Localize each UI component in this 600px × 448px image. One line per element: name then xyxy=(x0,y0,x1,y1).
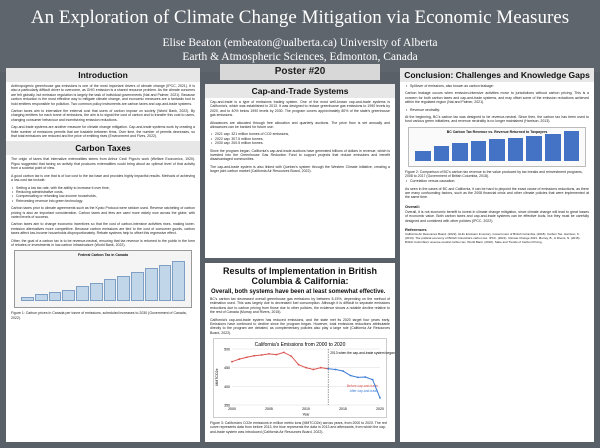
cap-trade-paragraph: Since the program began, California's cap-and-trade auctions have generated billions of dollars in revenue, which is invested into the Greenhouse Gas Reduction Fund to support projects that reduce emissions and benefit disadvantaged communities. xyxy=(210,148,390,162)
data-point xyxy=(350,375,352,377)
figure-bar xyxy=(117,276,130,302)
results-key-point: Overall, both systems have been at least somewhat effective. xyxy=(211,289,386,295)
series-line xyxy=(232,353,328,370)
data-point xyxy=(327,368,329,370)
emissions-chart xyxy=(213,338,395,418)
cap-list xyxy=(205,132,395,145)
data-point xyxy=(342,370,344,372)
cap-trade-paragraph: Cap-and-trade is a type of emissions trading system. One of the most well-known cap-and-trade systems is California's, which was established in 2013. It was designed to reduce greenhouse gas emissions to 1990 levels by 2020, and to 40% below 1990 levels by 2030. The program covers approximately 80% of the state's greenhouse gas emissions. xyxy=(210,100,390,118)
chart-annotation: 2013 when the cap-and-trade system began xyxy=(330,351,395,356)
chart-title: California's Emissions from 2000 to 2020 xyxy=(254,342,346,349)
data-point xyxy=(276,354,278,356)
results-paragraph: BC's carbon tax decreased overall greenhouse gas emissions by between 5-15%, depending on the method of estimation used. This was largely due to decreased fuel consumption. Although it is difficult to separate emissions reductions due to carbon pricing from those due to other policies, the evidence shows a notable decline relative to the rest of Canada (Murray and Rivers, 2015). xyxy=(210,297,390,315)
conclusion-heading: Conclusion: Challenges and Knowledge Gaps xyxy=(400,68,594,82)
figure-bar xyxy=(452,143,468,161)
list-item: • Revenue neutrality: xyxy=(410,108,589,112)
figure-bar xyxy=(35,294,48,301)
carbon-taxes-paragraph: Other, the goal of a carbon tax is to be revenue-neutral, ensuring that tax revenue is returned to the public in the form of rebates or investments in low-carbon infrastructure (World Bank, 2022). xyxy=(11,238,195,247)
legend-entry: Before cap-and-trade xyxy=(346,384,378,389)
intro-heading: Introduction xyxy=(6,68,200,82)
results-heading: Results of Implementation in British Columbia & California: xyxy=(222,266,377,286)
poster-number: Poster #20 xyxy=(220,64,380,80)
results-paragraph: California's cap-and-trade system has reduced emissions, and the state met its 2020 target four years early. Emissions have continued to decline since the program began. However, total emissions reductions attributable directly to the program are debated, as complementary policies also play a large role (California Air Resources Board, 2022). xyxy=(210,317,390,335)
emissions-chart-svg xyxy=(214,339,395,417)
list-item: • Reducing administrative costs, xyxy=(16,190,195,194)
carbon-taxes-paragraph: The origin of taxes that internalize externalities stems from Arthur Cecil Pigou's work (Welfare Economics, 1920). Pigou suggested that taxing an activity that produces externalities could bring about an optimal level of that activity from a societal point of view. xyxy=(11,157,195,171)
conclusion-list xyxy=(400,179,594,183)
figure-bar xyxy=(545,134,561,161)
data-point xyxy=(335,369,337,371)
right-column xyxy=(400,68,594,442)
conclusion-list xyxy=(400,84,594,88)
figure-bar xyxy=(415,151,431,161)
x-axis-label: Year xyxy=(302,412,310,417)
data-point xyxy=(313,369,315,371)
figure-bar xyxy=(508,138,524,161)
references-heading: References xyxy=(405,227,427,233)
figure-bar xyxy=(145,268,158,301)
summary-heading: Overall: xyxy=(405,203,420,209)
cap-trade-panel xyxy=(205,84,395,258)
conclusion-paragraph: Overall, it is not economic benefit to invest in climate change mitigation, since climate change will lead to great losses of economic value. Both carbon taxes and cap-and-trade systems can be effective tools, but they must be carefully designed and combined with other policies (IPCC, 2022). xyxy=(405,209,589,223)
figure-bar xyxy=(49,292,62,301)
figure-bar xyxy=(172,261,185,301)
author-line: Elise Beaton (embeaton@ualberta.ca) University of Alberta xyxy=(162,37,438,49)
carbon-taxes-paragraph: Carbon taxes aim to change economic incentives so that the cost of carbon-intensive activities rises, making lower-emission alternatives more competitive. Because carbon emissions are tied to the cost of consumer goods, carbon taxes affect low-income households disproportionately. Rebate systems help to offset this regressive effect. xyxy=(11,222,195,236)
x-tick-label: 2000 xyxy=(228,407,236,412)
conclusion-paragraph: Carbon leakage occurs when emission-intensive activities move to jurisdictions without carbon pricing. This is a concern for both carbon taxes and cap-and-trade systems, and may offset some of the emission reductions achieved within the regulated region (Nat and Palmer, 2021). xyxy=(405,91,589,105)
department-line: Earth & Atmospheric Sciences, Edmonton, Canada xyxy=(182,51,418,63)
carbon-taxes-paragraph: Carbon taxes prior to climate agreements such as the Kyoto Protocol were seldom used. Reverse ratcheting of carbon pricing is also an important consideration. Carbon taxes and fees are used more widely now across the globe, with varied levels of success. xyxy=(11,206,195,219)
figure-bar xyxy=(434,146,450,161)
references-text: California Air Resources Board. (2022). GHG Emission Inventory. Government of British Columbia. (2018). Carbon Tax. Harrison, K. (2013). The political economy of British Columbia's carbon tax. IPCC. (2021). Climate Change 2021. Murray, B., & Rivers, N. (2015). British Columbia's revenue-neutral carbon tax. World Bank. (2022). State and Trends of Carbon Pricing. xyxy=(405,232,581,244)
figure-bar xyxy=(62,290,75,302)
x-tick-label: 2005 xyxy=(265,407,273,412)
cap-trade-paragraph: The cap-and-trade system is also linked with Quebec's system through the Western Climate Initiative, creating a larger joint carbon market (California Air Resources Board, 2022). xyxy=(210,164,390,174)
data-point xyxy=(379,397,381,399)
figure-title: Federal Carbon Tax in Canada xyxy=(77,253,129,258)
cap-trade-heading: Cap-and-Trade Systems xyxy=(205,84,395,98)
data-point xyxy=(357,377,359,379)
figure-bar xyxy=(159,265,172,301)
intro-paragraph: Carbon taxes aim to internalize the external cost that users of carbon impose on society (World Bank, 2022). By charging emitters for each tonne of emissions, the aim is to signal the cost of carbon and to transfer this cost to users, changing consumer behaviour and incentivizing emission reductions. xyxy=(11,109,195,122)
data-point xyxy=(268,353,270,355)
figure-bar xyxy=(76,286,89,301)
author-block xyxy=(0,36,600,64)
carbon-tax-methods-list xyxy=(6,186,200,204)
list-item: • Setting a low tax rate, with the ability to increase it over time, xyxy=(16,186,195,190)
data-point xyxy=(290,355,292,357)
data-point xyxy=(246,357,248,359)
carbon-taxes-paragraph: A good carbon tax is one that is of low cost to the tax base and provides highly impactful results. Methods of achieving a low-cost tax include: xyxy=(11,173,195,183)
list-item: • 2022 cap: 307.5 million tonnes, xyxy=(215,137,390,141)
data-point xyxy=(253,355,255,357)
y-tick-label: 350 xyxy=(224,403,230,408)
list-item: • 2021 cap: 321 million tonnes of CO2 emissions, xyxy=(215,132,390,136)
revenue-figure xyxy=(408,127,586,167)
list-item: • Correlation versus causation: xyxy=(410,179,589,183)
figure-bar xyxy=(526,136,542,161)
poster-header xyxy=(0,0,600,72)
data-point xyxy=(239,358,241,360)
intro-paragraph: Anthropogenic greenhouse gas emissions is one of the most important drivers of climate change (IPCC, 2021). It is also a particularly difficult driver to overcome, as GHG emission is a shared resource problem. As the climate concerns are felt globally, but emission regulation is largely the task of individual governments (Nat and Palmer, 2021). Because carbon reduction is the most effective way to mitigate climate change, and economic measures are a fantastic tool to hold emitters responsible for pollution. Two common policy instruments are carbon taxes and cap-and-trade systems. xyxy=(11,84,195,106)
figure-bar xyxy=(90,283,103,302)
x-tick-label: 2010 xyxy=(302,407,310,412)
data-point xyxy=(283,352,285,354)
list-item: • 2030 cap: 200.5 million tonnes. xyxy=(215,141,390,145)
list-item: • Spillover of emissions, also known as carbon leakage: xyxy=(410,84,589,88)
figure-caption: Figure 2: Comparison of BC's carbon tax revenue to the value produced by tax breaks and reinvestment programs, 2008 to 2017 (Government of British Columbia, 2018). xyxy=(405,169,583,179)
figure-bar xyxy=(104,279,117,301)
figure-bar xyxy=(489,139,505,161)
figure-bar xyxy=(21,297,34,302)
figure-bar xyxy=(131,272,144,301)
chart-caption: Figure 3: California's CO2e emissions in million metric tons (MMTCO2e) across years, from 2000 to 2020. The red curve represents data from before 2013, the blue represents the data in 2013 and afterwards, from which the cap-and-trade system was introduced (California Air Resources Board, 2022). xyxy=(210,421,387,434)
figure-bar xyxy=(564,131,580,161)
y-axis-label: MMTCO2e xyxy=(215,368,219,386)
figure-caption: Figure 1: Carbon prices in Canada per tonne of emissions, scheduled increases to 2030 (Government of Canada, 2022). xyxy=(11,311,187,320)
data-point xyxy=(231,361,233,363)
x-tick-label: 2020 xyxy=(376,407,384,412)
x-tick-label: 2015 xyxy=(339,407,347,412)
y-tick-label: 500 xyxy=(224,347,230,352)
data-point xyxy=(298,364,300,366)
cap-trade-paragraph: Allowances are allocated through free allocation and quarterly auctions. The price floor is set annually and allowances can be banked for future use: xyxy=(210,120,390,130)
intro-paragraph: Cap-and-trade systems are another measure for climate change mitigation. Cap-and-trade systems work by creating a finite number of emissions permits that are tradable between firms. Over time, the number of permits decreases, so that total emissions are reduced and the price of emitting rises (Environment and Fives, 2022). xyxy=(11,125,195,139)
conclusion-paragraph: As seen in the cases of BC and California, it can be hard to pinpoint the exact cause of emissions reductions, as there are many confounding factors, such as the 2008 financial crisis and other climate policies that were implemented at the same time. xyxy=(405,186,589,200)
list-item: • Compensating or refunding low-income households, xyxy=(16,194,195,198)
legend-entry: After cap-and-trade xyxy=(349,389,378,394)
poster-title: An Exploration of Climate Change Mitigation via Economic Measures xyxy=(30,7,570,28)
figure-bar xyxy=(471,141,487,161)
data-point xyxy=(305,367,307,369)
carbon-taxes-heading: Carbon Taxes xyxy=(6,141,200,155)
list-item: • Reinvesting revenue into green technology. xyxy=(16,199,195,203)
carbon-price-figure xyxy=(14,250,192,308)
data-point xyxy=(261,354,263,356)
left-column xyxy=(6,68,200,442)
data-point xyxy=(320,367,322,369)
y-tick-label: 400 xyxy=(224,385,230,390)
figure-bars xyxy=(21,261,185,301)
y-tick-label: 450 xyxy=(224,366,230,371)
conclusion-list xyxy=(400,108,594,112)
data-point xyxy=(372,379,374,381)
figure-title: BC Carbon Tax Revenue vs. Revenue Returned to Taxpayers xyxy=(446,129,548,134)
data-point xyxy=(364,376,366,378)
figure-bars xyxy=(415,131,579,161)
results-panel xyxy=(205,263,395,442)
conclusion-paragraph: At the beginning, BC's carbon tax was designed to be revenue-neutral. Since then, the carbon tax has been used to fund various green initiatives, and revenue neutrality is no longer maintained (Harrison, 2013). xyxy=(405,115,589,124)
